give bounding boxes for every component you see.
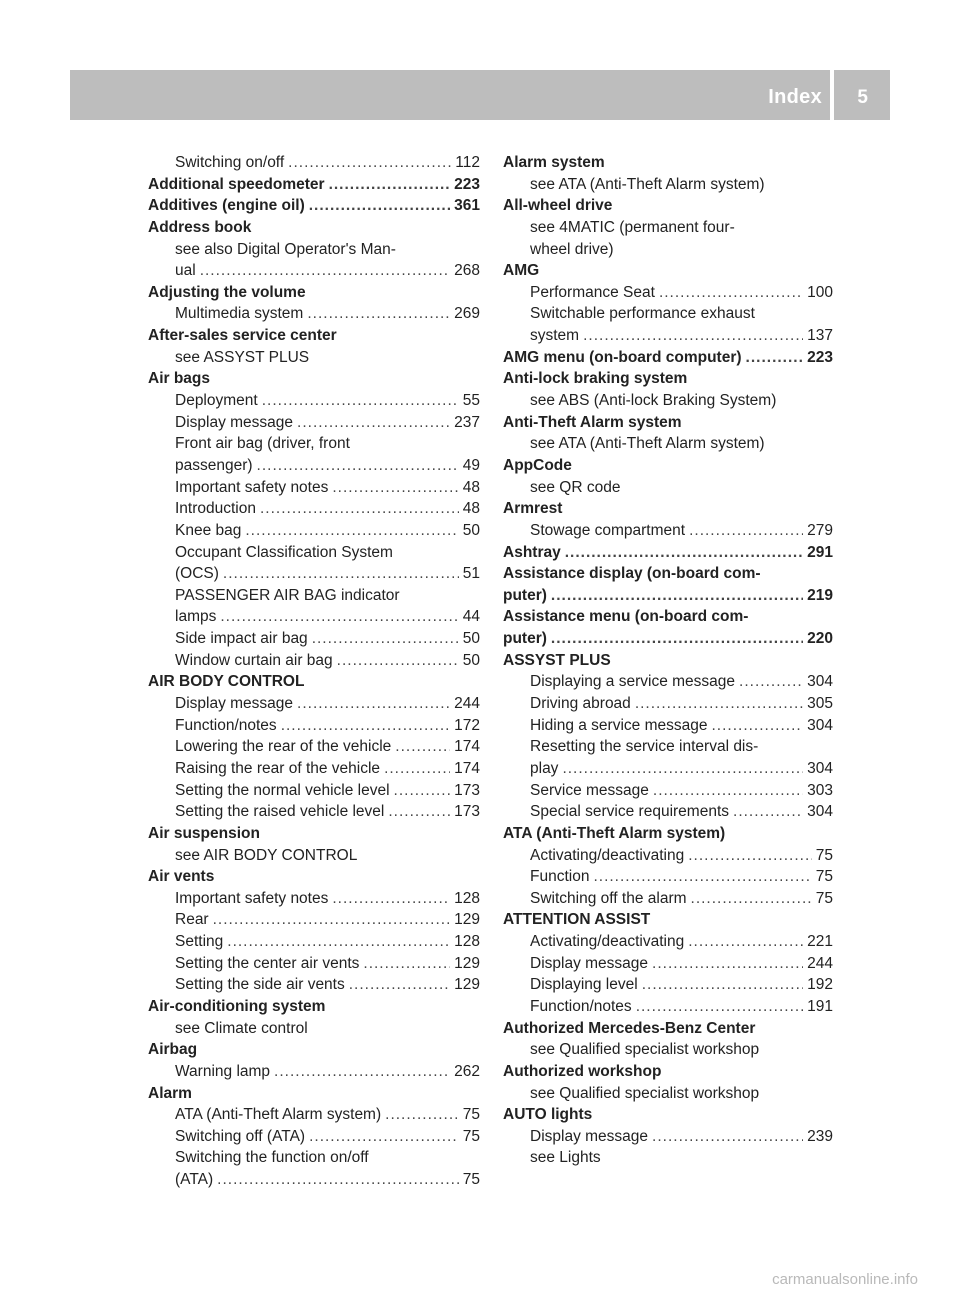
page-ref[interactable]: 50: [462, 521, 480, 539]
page-ref[interactable]: 44: [462, 608, 480, 626]
entry-text: see also Digital Operator's Man-: [175, 240, 396, 258]
index-entry: [148, 1039, 480, 1061]
dot-leader: [636, 996, 803, 1018]
dot-leader: [642, 974, 803, 996]
dot-leader: [394, 780, 451, 802]
index-entry: [503, 195, 833, 217]
index-subentry: [503, 953, 833, 975]
index-subentry: [148, 1147, 480, 1169]
index-subentry: [503, 303, 833, 325]
dot-leader: [711, 715, 803, 737]
index-subentry: [148, 845, 480, 867]
page-ref[interactable]: 100: [807, 283, 833, 301]
dot-leader: [583, 325, 803, 347]
index-column-left: [148, 152, 480, 1191]
entry-text: Switching off (ATA): [175, 1127, 306, 1145]
page-ref[interactable]: 174: [454, 738, 480, 756]
index-entry: [148, 996, 480, 1018]
index-subentry: [503, 671, 833, 693]
index-subentry: [503, 390, 833, 412]
entry-text: Setting: [175, 933, 224, 951]
entry-text: Alarm: [148, 1084, 192, 1102]
index-subentry: [503, 433, 833, 455]
entry-text: After-sales service center: [148, 327, 337, 345]
page-ref[interactable]: 129: [454, 911, 480, 929]
dot-leader: [652, 1126, 803, 1148]
index-subentry: [148, 412, 480, 434]
page-ref[interactable]: 50: [462, 651, 480, 669]
entry-text: Ashtray: [503, 543, 561, 561]
index-subentry: [503, 931, 833, 953]
entry-text: Switching on/off: [175, 154, 285, 171]
entry-text: Important safety notes: [175, 478, 329, 496]
index-entry: [503, 1061, 833, 1083]
dot-leader: [297, 412, 450, 434]
dot-leader: [245, 520, 458, 542]
page-ref[interactable]: 239: [807, 1127, 833, 1145]
index-subentry: [148, 303, 480, 325]
index-subentry: [148, 520, 480, 542]
index-subentry: [148, 585, 480, 607]
page-ref[interactable]: 50: [462, 630, 480, 648]
index-subentry: [503, 693, 833, 715]
index-subentry: [503, 845, 833, 867]
dot-leader: [349, 974, 450, 996]
index-subentry: [148, 974, 480, 996]
entry-text: Occupant Classification System: [175, 543, 393, 561]
index-entry: [148, 325, 480, 347]
page-ref[interactable]: 137: [807, 327, 833, 345]
dot-leader: [281, 715, 450, 737]
dot-leader: [200, 260, 450, 282]
entry-text: Switching the function on/off: [175, 1149, 369, 1167]
header-divider: [830, 70, 834, 120]
dot-leader: [220, 606, 458, 628]
entry-text: Display message: [175, 695, 294, 713]
entry-text: see Lights: [530, 1149, 601, 1167]
entry-text: Displaying a service message: [530, 673, 736, 691]
entry-text: Air-conditioning system: [148, 997, 326, 1015]
dot-leader: [337, 650, 459, 672]
page-ref[interactable]: 75: [815, 868, 833, 886]
index-subentry: [148, 433, 480, 455]
entry-text: Function/notes: [530, 997, 632, 1015]
page-ref[interactable]: 223: [454, 175, 480, 193]
entry-text: Warning lamp: [175, 1062, 271, 1080]
dot-leader: [332, 477, 458, 499]
entry-text: Setting the normal vehicle level: [175, 781, 390, 799]
entry-text: Resetting the service interval dis-: [530, 738, 759, 756]
index-column-right: [503, 152, 833, 1169]
index-subentry: [503, 325, 833, 347]
entry-text: see Qualified specialist workshop: [530, 1041, 760, 1059]
index-entry: [503, 606, 833, 628]
index-entry: [148, 282, 480, 304]
page-ref[interactable]: 128: [454, 889, 480, 907]
index-subentry: [148, 628, 480, 650]
entry-text: Switchable performance exhaust: [530, 305, 755, 323]
entry-text: see AIR BODY CONTROL: [175, 846, 358, 864]
index-entry: [503, 585, 833, 607]
index-subentry: [148, 239, 480, 261]
index-entry: [503, 1018, 833, 1040]
entry-text: Display message: [175, 413, 294, 431]
page-ref[interactable]: 304: [807, 673, 833, 691]
entry-text: puter): [503, 586, 547, 604]
entry-text: Performance Seat: [530, 283, 655, 301]
index-entry: [503, 347, 833, 369]
entry-text: Anti-lock braking system: [503, 370, 688, 388]
index-subentry: [503, 1147, 833, 1169]
index-subentry: [503, 736, 833, 758]
entry-text: AppCode: [503, 456, 572, 474]
watermark: carmanualsonline.info: [772, 1271, 918, 1288]
entry-text: see QR code: [530, 478, 621, 496]
page-ref[interactable]: 219: [807, 586, 833, 604]
dot-leader: [551, 628, 803, 650]
entry-text: AIR BODY CONTROL: [148, 673, 305, 691]
index-entry: [148, 368, 480, 390]
dot-leader: [223, 563, 459, 585]
page-ref[interactable]: 173: [454, 803, 480, 821]
index-subentry: [148, 758, 480, 780]
entry-text: wheel drive): [530, 240, 614, 258]
index-subentry: [148, 780, 480, 802]
entry-text: Switching off the alarm: [530, 889, 687, 907]
index-subentry: [148, 606, 480, 628]
entry-text: Setting the raised vehicle level: [175, 803, 385, 821]
entry-text: see ATA (Anti-Theft Alarm system): [530, 175, 765, 193]
entry-text: AMG menu (on-board computer): [503, 348, 742, 366]
dot-leader: [565, 542, 803, 564]
entry-text: Adjusting the volume: [148, 283, 306, 301]
entry-text: Alarm system: [503, 154, 605, 171]
entry-text: Setting the center air vents: [175, 954, 360, 972]
page-number: 5: [857, 87, 868, 108]
page-ref[interactable]: 75: [462, 1171, 480, 1189]
index-subentry: [148, 260, 480, 282]
entry-text: Deployment: [175, 392, 258, 410]
index-subentry: [503, 282, 833, 304]
dot-leader: [312, 628, 459, 650]
dot-leader: [227, 931, 450, 953]
index-subentry: [148, 801, 480, 823]
entry-text: lamps: [175, 608, 217, 626]
dot-leader: [309, 195, 450, 217]
entry-text: Introduction: [175, 500, 256, 518]
index-subentry: [148, 498, 480, 520]
page-ref[interactable]: 291: [807, 543, 833, 561]
index-subentry: [503, 239, 833, 261]
dot-leader: [274, 1061, 450, 1083]
index-subentry: [503, 996, 833, 1018]
index-subentry: [148, 563, 480, 585]
dot-leader: [213, 909, 451, 931]
entry-text: PASSENGER AIR BAG indicator: [175, 586, 400, 604]
dot-leader: [217, 1169, 459, 1191]
entry-text: Function/notes: [175, 716, 277, 734]
page-ref[interactable]: 304: [807, 716, 833, 734]
page-header-bar: [70, 70, 890, 120]
entry-text: Stowage compartment: [530, 521, 686, 539]
page-ref[interactable]: 220: [807, 630, 833, 648]
entry-text: Multimedia system: [175, 305, 304, 323]
entry-text: Armrest: [503, 500, 563, 518]
page-ref[interactable]: 75: [815, 846, 833, 864]
entry-text: Raising the rear of the vehicle: [175, 759, 381, 777]
page-ref[interactable]: 172: [454, 716, 480, 734]
index-subentry: [503, 780, 833, 802]
entry-text: passenger): [175, 456, 253, 474]
entry-text: Knee bag: [175, 521, 242, 539]
page-ref[interactable]: 223: [807, 348, 833, 366]
page-ref[interactable]: 279: [807, 521, 833, 539]
page-ref[interactable]: 51: [462, 565, 480, 583]
dot-leader: [659, 282, 803, 304]
page-ref[interactable]: 304: [807, 803, 833, 821]
index-subentry: [503, 1083, 833, 1105]
page-ref[interactable]: 112: [455, 154, 480, 171]
page-ref[interactable]: 174: [454, 759, 480, 777]
dot-leader: [635, 693, 803, 715]
index-entry: [503, 823, 833, 845]
dot-leader: [332, 888, 450, 910]
dot-leader: [395, 736, 450, 758]
index-subentry: [503, 888, 833, 910]
entry-text: Special service requirements: [530, 803, 730, 821]
index-subentry: [148, 1126, 480, 1148]
entry-text: system: [530, 327, 580, 345]
dot-leader: [689, 520, 803, 542]
index-subentry: [503, 217, 833, 239]
page-ref[interactable]: 262: [454, 1062, 480, 1080]
page-ref[interactable]: 192: [807, 976, 833, 994]
page-ref[interactable]: 128: [454, 933, 480, 951]
dot-leader: [688, 931, 803, 953]
index-entry: [503, 260, 833, 282]
index-subentry: [148, 542, 480, 564]
page-ref[interactable]: 49: [462, 456, 480, 474]
entry-text: Display message: [530, 954, 649, 972]
entry-text: Lowering the rear of the vehicle: [175, 738, 392, 756]
page-ref[interactable]: 75: [462, 1106, 480, 1124]
entry-text: Air suspension: [148, 824, 260, 842]
index-subentry: [148, 1018, 480, 1040]
page-ref[interactable]: 268: [454, 262, 480, 280]
index-subentry: [148, 1061, 480, 1083]
entry-text: ATA (Anti-Theft Alarm system): [503, 824, 726, 842]
index-subentry: [148, 650, 480, 672]
page-ref[interactable]: 48: [462, 500, 480, 518]
dot-leader: [262, 390, 459, 412]
entry-text: see Qualified specialist workshop: [530, 1084, 760, 1102]
entry-text: puter): [503, 630, 547, 648]
dot-leader: [746, 347, 804, 369]
dot-leader: [260, 498, 459, 520]
page-ref[interactable]: 48: [462, 478, 480, 496]
index-entry: [503, 628, 833, 650]
entry-text: ATA (Anti-Theft Alarm system): [175, 1106, 382, 1124]
index-entry: [148, 174, 480, 196]
entry-text: Side impact air bag: [175, 630, 308, 648]
page-ref[interactable]: 237: [454, 413, 480, 431]
entry-text: Airbag: [148, 1041, 198, 1059]
entry-text: Anti-Theft Alarm system: [503, 413, 682, 431]
entry-text: Assistance menu (on-board com-: [503, 608, 749, 626]
index-entry: [503, 650, 833, 672]
index-subentry: [148, 715, 480, 737]
dot-leader: [691, 888, 812, 910]
dot-leader: [551, 585, 803, 607]
page-ref[interactable]: 75: [462, 1127, 480, 1145]
index-subentry: [148, 1104, 480, 1126]
page-ref[interactable]: 244: [807, 954, 833, 972]
page-ref[interactable]: 303: [807, 781, 833, 799]
entry-text: Display message: [530, 1127, 649, 1145]
index-entry: [148, 823, 480, 845]
index-entry: [148, 217, 480, 239]
page-ref[interactable]: 244: [454, 695, 480, 713]
index-subentry: [503, 174, 833, 196]
page-ref[interactable]: 191: [807, 997, 833, 1015]
entry-text: Driving abroad: [530, 695, 631, 713]
entry-text: (ATA): [175, 1171, 214, 1189]
entry-text: see 4MATIC (permanent four-: [530, 218, 735, 236]
index-entry: [148, 866, 480, 888]
index-subentry: [148, 152, 480, 174]
index-subentry: [148, 931, 480, 953]
entry-text: see ATA (Anti-Theft Alarm system): [530, 435, 765, 453]
dot-leader: [288, 152, 451, 174]
entry-text: Function: [530, 868, 590, 886]
page-ref[interactable]: 269: [454, 305, 480, 323]
page-ref[interactable]: 173: [454, 781, 480, 799]
index-subentry: [148, 390, 480, 412]
entry-text: AUTO lights: [503, 1106, 593, 1124]
entry-text: Additional speedometer: [148, 175, 325, 193]
index-entry: [503, 1104, 833, 1126]
section-title: Index: [768, 86, 822, 108]
index-subentry: [503, 758, 833, 780]
index-subentry: [148, 693, 480, 715]
dot-leader: [384, 758, 450, 780]
index-entry: [148, 1083, 480, 1105]
index-subentry: [503, 974, 833, 996]
index-entry: [503, 909, 833, 931]
index-entry: [148, 671, 480, 693]
index-entry: [503, 542, 833, 564]
entry-text: Address book: [148, 218, 252, 236]
entry-text: ATTENTION ASSIST: [503, 911, 651, 929]
page-ref[interactable]: 129: [454, 976, 480, 994]
index-subentry: [148, 455, 480, 477]
index-subentry: [503, 477, 833, 499]
index-subentry: [148, 736, 480, 758]
entry-text: (OCS): [175, 565, 219, 583]
page-ref[interactable]: 305: [807, 695, 833, 713]
dot-leader: [593, 866, 811, 888]
index-entry: [503, 412, 833, 434]
dot-leader: [652, 953, 803, 975]
dot-leader: [257, 455, 459, 477]
entry-text: Front air bag (driver, front: [175, 435, 350, 453]
dot-leader: [388, 801, 450, 823]
entry-text: Assistance display (on-board com-: [503, 565, 761, 583]
entry-text: Additives (engine oil): [148, 197, 305, 215]
dot-leader: [385, 1104, 459, 1126]
index-subentry: [503, 520, 833, 542]
index-subentry: [503, 866, 833, 888]
entry-text: Authorized workshop: [503, 1062, 662, 1080]
dot-leader: [329, 174, 451, 196]
index-subentry: [503, 715, 833, 737]
entry-text: Activating/deactivating: [530, 846, 685, 864]
index-entry: [503, 152, 833, 174]
dot-leader: [307, 303, 450, 325]
entry-text: Air bags: [148, 370, 211, 388]
entry-text: ASSYST PLUS: [503, 651, 611, 669]
dot-leader: [363, 953, 450, 975]
entry-text: ual: [175, 262, 196, 280]
page-ref[interactable]: 55: [462, 392, 480, 410]
entry-text: see Climate control: [175, 1019, 308, 1037]
page-ref[interactable]: 129: [454, 954, 480, 972]
index-entry: [503, 498, 833, 520]
index-subentry: [148, 347, 480, 369]
index-subentry: [148, 888, 480, 910]
entry-text: Hiding a service message: [530, 716, 708, 734]
index-subentry: [148, 1169, 480, 1191]
entry-text: Service message: [530, 781, 649, 799]
entry-text: play: [530, 759, 559, 777]
dot-leader: [739, 671, 803, 693]
index-entry: [503, 368, 833, 390]
dot-leader: [653, 780, 803, 802]
page-ref[interactable]: 75: [815, 889, 833, 907]
index-subentry: [503, 1126, 833, 1148]
entry-text: AMG: [503, 262, 540, 280]
dot-leader: [297, 693, 450, 715]
entry-text: Air vents: [148, 868, 215, 886]
dot-leader: [562, 758, 803, 780]
entry-text: Authorized Mercedes-Benz Center: [503, 1019, 756, 1037]
index-subentry: [148, 953, 480, 975]
dot-leader: [733, 801, 803, 823]
entry-text: Setting the side air vents: [175, 976, 345, 994]
entry-text: see ASSYST PLUS: [175, 348, 310, 366]
index-subentry: [503, 801, 833, 823]
entry-text: Rear: [175, 911, 209, 929]
entry-text: see ABS (Anti-lock Braking System): [530, 392, 777, 410]
entry-text: Activating/deactivating: [530, 933, 685, 951]
index-entry: [503, 563, 833, 585]
entry-text: Important safety notes: [175, 889, 329, 907]
index-entry: [148, 195, 480, 217]
page-ref[interactable]: 221: [807, 933, 833, 951]
index-subentry: [148, 477, 480, 499]
index-subentry: [503, 1039, 833, 1061]
page-ref[interactable]: 304: [807, 759, 833, 777]
dot-leader: [309, 1126, 459, 1148]
entry-text: Displaying level: [530, 976, 638, 994]
dot-leader: [688, 845, 812, 867]
page-ref[interactable]: 361: [454, 197, 480, 215]
index-entry: [503, 455, 833, 477]
entry-text: All-wheel drive: [503, 197, 613, 215]
index-subentry: [148, 909, 480, 931]
entry-text: Window curtain air bag: [175, 651, 333, 669]
